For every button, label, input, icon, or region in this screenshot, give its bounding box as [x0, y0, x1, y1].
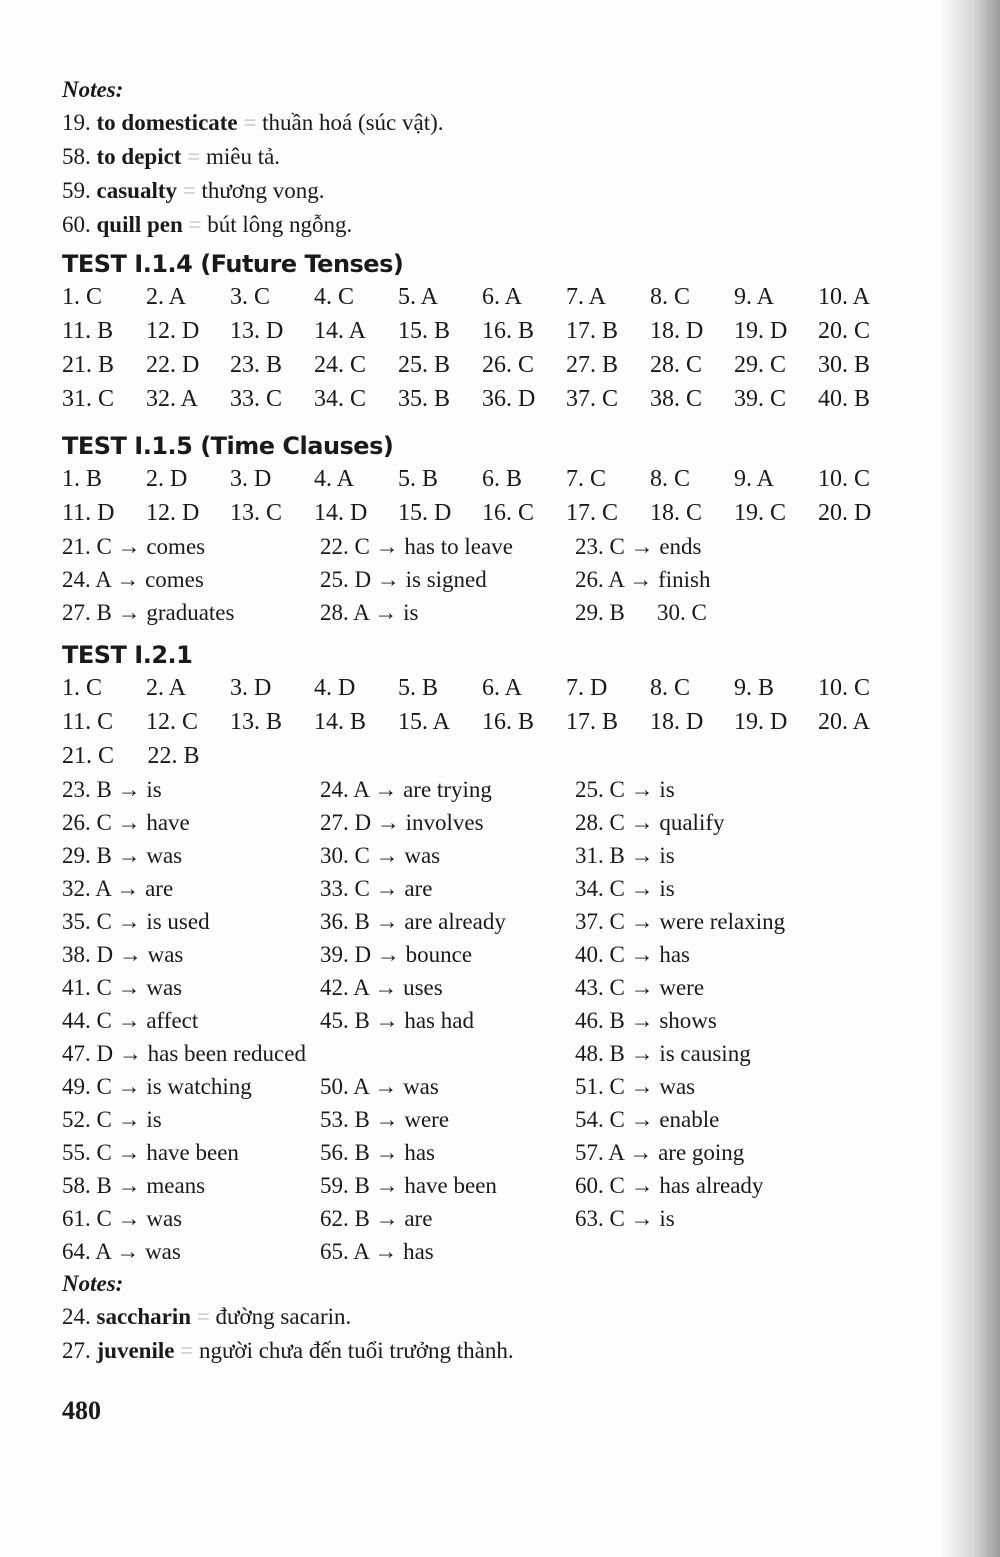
note-term: to depict	[96, 144, 182, 169]
answer-cell: 8. C	[650, 284, 691, 310]
answer-cell: 19. C	[734, 500, 787, 526]
note-item	[62, 1334, 902, 1368]
answer-cell: 11. D	[62, 500, 115, 526]
answer-cell: 18. D	[650, 318, 704, 344]
correction-item: 26. A → finish	[575, 567, 711, 592]
correction-item: 29. B → was	[62, 843, 183, 868]
answer-cell: 3. D	[230, 466, 272, 492]
note-item	[62, 174, 902, 208]
answer-cell: 12. D	[146, 318, 200, 344]
correction-item: 55. C → have been	[62, 1140, 239, 1165]
answer-cell: 5. B	[398, 675, 439, 701]
answer-cell: 19. D	[734, 709, 788, 735]
answer-cell: 2. D	[146, 466, 188, 492]
note-meaning: người chưa đến tuổi trưởng thành.	[198, 1338, 514, 1363]
correction-item: 44. C → affect	[62, 1008, 199, 1033]
answer-cell: 6. B	[482, 466, 523, 492]
answer-cell: 16. B	[482, 709, 535, 735]
answer-cell: 16. B	[482, 318, 535, 344]
correction-item: 58. B → means	[62, 1173, 206, 1198]
answer-grid	[62, 671, 902, 773]
answer-cell: 9. B	[734, 675, 775, 701]
answer-cell: 18. C	[650, 500, 703, 526]
correction-item: 46. B → shows	[575, 1008, 717, 1033]
answer-cell: 35. B	[398, 386, 451, 412]
correction-item: 31. B → is	[575, 843, 675, 868]
answer-cell: 27. B	[566, 352, 619, 378]
answer-cell: 7. A	[566, 284, 607, 310]
answer-cell: 34. C	[314, 386, 367, 412]
answer-cell: 1. C	[62, 675, 103, 701]
correction-item: 25. D → is signed	[320, 567, 487, 592]
answer-cell: 14. B	[314, 709, 367, 735]
answer-cell: 26. C	[482, 352, 535, 378]
answer-cell: 20. D	[818, 500, 872, 526]
equals-sign: =	[188, 212, 202, 237]
correction-item: 53. B → were	[320, 1107, 450, 1132]
answer-cell: 4. C	[314, 284, 355, 310]
correction-item: 41. C → was	[62, 975, 183, 1000]
correction-item: 65. A → has	[320, 1239, 434, 1264]
answer-cell: 10. C	[818, 675, 871, 701]
answer-cell: 11. B	[62, 318, 114, 344]
equals-sign: =	[196, 1304, 210, 1329]
correction-item: 37. C → were relaxing	[575, 909, 786, 934]
correction-item: 27. D → involves	[320, 810, 484, 835]
correction-item: 30. C → was	[320, 843, 441, 868]
answer-cell: 2. A	[146, 284, 187, 310]
correction-item: 30. C	[657, 600, 707, 625]
answer-cell: 5. B	[398, 466, 439, 492]
answer-cell: 4. A	[314, 466, 355, 492]
correction-item: 40. C → has	[575, 942, 690, 967]
book-spine-shadow	[940, 0, 1000, 1557]
answer-cell: 6. A	[482, 284, 523, 310]
notes-section-bottom	[62, 1268, 902, 1368]
correction-item: 33. C → are	[320, 876, 433, 901]
answer-cell: 25. B	[398, 352, 451, 378]
correction-row	[62, 773, 902, 806]
answer-cell: 36. D	[482, 386, 536, 412]
correction-item: 28. A → is	[320, 600, 419, 625]
correction-item: 59. B → have been	[320, 1173, 497, 1198]
correction-item: 24. A → comes	[62, 567, 204, 592]
answer-cell: 7. D	[566, 675, 608, 701]
correction-item: 26. C → have	[62, 810, 190, 835]
correction-row	[62, 806, 902, 839]
correction-item: 29. B	[575, 600, 625, 625]
answer-cell: 13. D	[230, 318, 284, 344]
correction-item: 48. B → is causing	[575, 1041, 751, 1066]
answer-cell: 14. D	[314, 500, 368, 526]
note-term: casualty	[96, 178, 177, 203]
answer-cell: 1. C	[62, 284, 103, 310]
note-number: 60.	[62, 212, 91, 237]
answer-cell: 20. A	[818, 709, 871, 735]
answer-key-page	[62, 74, 902, 1426]
correction-item: 22. C → has to leave	[320, 534, 513, 559]
answer-cell: 33. C	[230, 386, 283, 412]
answer-cell: 29. C	[734, 352, 787, 378]
answer-cell: 19. D	[734, 318, 788, 344]
answer-cell: 11. C	[62, 709, 114, 735]
note-item	[62, 106, 902, 140]
equals-sign: =	[182, 178, 196, 203]
correction-row	[62, 1070, 902, 1103]
answer-cell: 17. B	[566, 318, 619, 344]
answer-cell: 30. B	[818, 352, 871, 378]
answer-cell: 39. C	[734, 386, 787, 412]
correction-row	[62, 596, 902, 629]
answer-cell: 31. C	[62, 386, 115, 412]
answer-cell: 32. A	[146, 386, 199, 412]
correction-item: 39. D → bounce	[320, 942, 473, 967]
page-number: 480	[62, 1396, 101, 1425]
answer-cell: 21. B	[62, 352, 115, 378]
answer-cell: 10. A	[818, 284, 871, 310]
note-term: quill pen	[96, 212, 183, 237]
note-meaning: thuần hoá (súc vật).	[262, 110, 444, 135]
correction-item: 47. D → has been reduced	[62, 1041, 306, 1066]
correction-row	[62, 1169, 902, 1202]
note-number: 19.	[62, 110, 91, 135]
answer-cell: 40. B	[818, 386, 871, 412]
test-title: TEST I.2.1	[62, 641, 193, 669]
correction-row	[62, 839, 902, 872]
correction-item: 50. A → was	[320, 1074, 439, 1099]
correction-item: 61. C → was	[62, 1206, 183, 1231]
answer-cell: 13. C	[230, 500, 283, 526]
corrections-list	[62, 530, 902, 629]
correction-item: 56. B → has	[320, 1140, 435, 1165]
note-number: 24.	[62, 1304, 91, 1329]
answer-row	[62, 280, 902, 314]
correction-item: 21. C → comes	[62, 534, 206, 559]
answer-row	[62, 739, 902, 773]
answer-cell: 28. C	[650, 352, 703, 378]
notes-heading: Notes:	[62, 77, 124, 102]
notes-section-top	[62, 74, 902, 242]
answer-cell: 2. A	[146, 675, 187, 701]
answer-cell: 12. D	[146, 500, 200, 526]
test-title: TEST I.1.4 (Future Tenses)	[62, 250, 404, 278]
correction-item: 52. C → is	[62, 1107, 162, 1132]
correction-row	[62, 1037, 902, 1070]
answer-row	[62, 496, 902, 530]
test-title: TEST I.1.5 (Time Clauses)	[62, 432, 394, 460]
answer-cell: 22. B	[147, 743, 200, 769]
note-meaning: bút lông ngỗng.	[207, 212, 353, 237]
answer-cell: 15. B	[398, 318, 451, 344]
answer-row	[62, 348, 902, 382]
answer-cell: 5. A	[398, 284, 439, 310]
note-item	[62, 140, 902, 174]
answer-cell: 17. C	[566, 500, 619, 526]
correction-row	[62, 1202, 902, 1235]
notes-heading: Notes:	[62, 1271, 124, 1296]
answer-grid	[62, 280, 902, 416]
answer-cell: 37. C	[566, 386, 619, 412]
note-item	[62, 208, 902, 242]
answer-cell: 18. D	[650, 709, 704, 735]
correction-item: 36. B → are already	[320, 909, 506, 934]
answer-cell: 20. C	[818, 318, 871, 344]
note-term: juvenile	[96, 1338, 175, 1363]
correction-item: 63. C → is	[575, 1206, 675, 1231]
note-meaning: miêu tả.	[205, 144, 281, 169]
correction-item: 38. D → was	[62, 942, 184, 967]
note-meaning: thương vong.	[201, 178, 325, 203]
answer-cell: 1. B	[62, 466, 103, 492]
correction-row	[62, 1136, 902, 1169]
note-number: 27.	[62, 1338, 91, 1363]
correction-item: 25. C → is	[575, 777, 675, 802]
correction-row	[62, 563, 902, 596]
answer-cell: 9. A	[734, 284, 775, 310]
note-term: saccharin	[96, 1304, 192, 1329]
correction-row	[62, 872, 902, 905]
correction-item: 64. A → was	[62, 1239, 181, 1264]
answer-row	[62, 705, 902, 739]
answer-cell: 22. D	[146, 352, 200, 378]
answer-cell: 12. C	[146, 709, 199, 735]
correction-item: 43. C → were	[575, 975, 705, 1000]
correction-item: 28. C → qualify	[575, 810, 725, 835]
correction-item: 54. C → enable	[575, 1107, 720, 1132]
correction-item: 49. C → is watching	[62, 1074, 252, 1099]
answer-cell: 8. C	[650, 466, 691, 492]
answer-cell: 3. D	[230, 675, 272, 701]
correction-item: 35. C → is used	[62, 909, 210, 934]
correction-item: 45. B → has had	[320, 1008, 474, 1033]
answer-cell: 15. A	[398, 709, 451, 735]
correction-item: 34. C → is	[575, 876, 675, 901]
correction-row	[62, 530, 902, 563]
correction-item: 23. C → ends	[575, 534, 702, 559]
answer-grid	[62, 462, 902, 530]
answer-cell: 21. C	[62, 743, 115, 769]
note-item	[62, 1300, 902, 1334]
answer-cell: 6. A	[482, 675, 523, 701]
correction-item: 60. C → has already	[575, 1173, 764, 1198]
equals-sign: =	[187, 144, 201, 169]
answer-cell: 10. C	[818, 466, 871, 492]
answer-cell: 17. B	[566, 709, 619, 735]
answer-cell: 3. C	[230, 284, 271, 310]
correction-item: 32. A → are	[62, 876, 174, 901]
answer-cell: 7. C	[566, 466, 607, 492]
correction-row	[62, 905, 902, 938]
corrections-list	[62, 773, 902, 1268]
equals-sign: =	[180, 1338, 194, 1363]
equals-sign: =	[243, 110, 257, 135]
correction-item: 24. A → are trying	[320, 777, 492, 802]
correction-row	[62, 1235, 902, 1268]
note-meaning: đường sacarin.	[215, 1304, 352, 1329]
answer-cell: 13. B	[230, 709, 283, 735]
answer-cell: 16. C	[482, 500, 535, 526]
answer-row	[62, 382, 902, 416]
correction-item: 42. A → uses	[320, 975, 443, 1000]
note-number: 59.	[62, 178, 91, 203]
correction-pair	[575, 596, 707, 629]
correction-item: 51. C → was	[575, 1074, 696, 1099]
answer-cell: 24. C	[314, 352, 367, 378]
answer-row	[62, 462, 902, 496]
correction-item: 62. B → are	[320, 1206, 433, 1231]
answer-cell: 9. A	[734, 466, 775, 492]
correction-row	[62, 1004, 902, 1037]
note-term: to domesticate	[96, 110, 238, 135]
correction-row	[62, 1103, 902, 1136]
answer-cell: 15. D	[398, 500, 452, 526]
correction-item: 23. B → is	[62, 777, 162, 802]
answer-row	[62, 671, 902, 705]
note-number: 58.	[62, 144, 91, 169]
correction-item: 57. A → are going	[575, 1140, 745, 1165]
correction-row	[62, 971, 902, 1004]
answer-cell: 38. C	[650, 386, 703, 412]
answer-cell: 23. B	[230, 352, 283, 378]
answer-cell: 8. C	[650, 675, 691, 701]
answer-row	[62, 314, 902, 348]
correction-item: 27. B → graduates	[62, 600, 235, 625]
answer-cell: 14. A	[314, 318, 367, 344]
answer-cell: 4. D	[314, 675, 356, 701]
correction-row	[62, 938, 902, 971]
